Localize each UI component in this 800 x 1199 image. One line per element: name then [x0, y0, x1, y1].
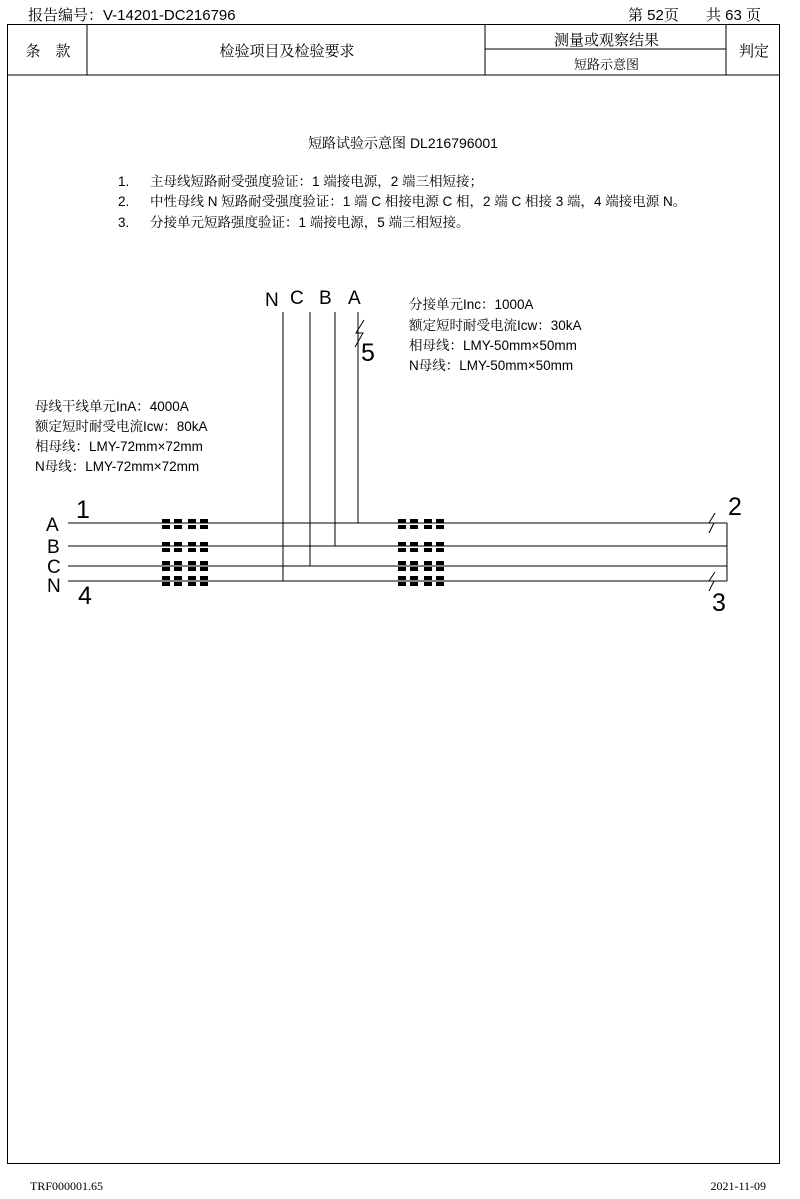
spec-line: N母线：LMY-50mm×50mm: [409, 358, 574, 373]
branch-specs: [409, 296, 582, 373]
result-header: 测量或观察结果: [553, 32, 659, 49]
branch-phase-label: C: [290, 288, 304, 309]
terminal-5: 5: [361, 339, 375, 367]
spec-line: 相母线：LMY-50mm×50mm: [409, 338, 577, 353]
branch-phase-label: N: [265, 290, 279, 311]
branch-busbars: [283, 312, 358, 581]
page-total: 共 63 页: [706, 7, 762, 24]
form-date: 2021-11-09: [710, 1179, 766, 1193]
instruction-num: 1.: [118, 174, 130, 189]
main-phase-label: B: [47, 537, 60, 558]
terminal-2: 2: [728, 493, 742, 521]
terminal-4: 4: [78, 582, 92, 610]
result-subheader: 短路示意图: [573, 57, 639, 72]
terminal-3: 3: [712, 589, 726, 617]
main-phase-labels: [46, 515, 61, 597]
instruction-text: 分接单元短路强度验证：1 端接电源，5 端三相短接。: [150, 215, 470, 230]
main-phase-label: C: [47, 557, 61, 578]
terminal-1: 1: [76, 496, 90, 524]
terminal-numbers: [76, 493, 742, 617]
main-phase-label: A: [46, 515, 59, 536]
clause-header: 条 款: [25, 43, 71, 60]
branch-phase-label: B: [319, 288, 332, 309]
instruction-num: 3.: [118, 215, 130, 230]
spec-line: N母线：LMY-72mm×72mm: [35, 459, 200, 474]
spec-line: 额定短时耐受电流Icw：80kA: [35, 419, 208, 434]
instruction-list: [118, 173, 686, 231]
busbar-joint-left: [162, 519, 208, 586]
spec-line: 母线干线单元InA：4000A: [35, 399, 189, 414]
page-number: 第 52页: [628, 7, 679, 24]
spec-line: 分接单元Inc：1000A: [409, 297, 534, 312]
main-specs: [35, 398, 208, 474]
instruction-text: 主母线短路耐受强度验证：1 端接电源，2 端三相短接；: [150, 174, 484, 189]
report-number: 报告编号：V-14201-DC216796: [28, 7, 236, 24]
verdict-header: 判定: [738, 43, 769, 60]
branch-phase-labels: [265, 288, 361, 311]
diagram-title: 短路试验示意图 DL216796001: [308, 135, 498, 151]
spec-line: 额定短时耐受电流Icw：30kA: [409, 318, 582, 333]
instruction-text: 中性母线 N 短路耐受强度验证：1 端 C 相接电源 C 相，2 端 C 相接 3 端，4 端接电源 N。: [150, 194, 687, 209]
branch-phase-label: A: [348, 288, 361, 309]
spec-line: 相母线：LMY-72mm×72mm: [35, 439, 203, 454]
main-phase-label: N: [47, 576, 61, 597]
busbar-joint-right: [398, 519, 444, 586]
short-mark-icon: [709, 513, 715, 533]
item-header: 检验项目及检验要求: [219, 43, 355, 60]
instruction-num: 2.: [118, 194, 130, 209]
form-code: TRF000001.65: [30, 1179, 104, 1193]
